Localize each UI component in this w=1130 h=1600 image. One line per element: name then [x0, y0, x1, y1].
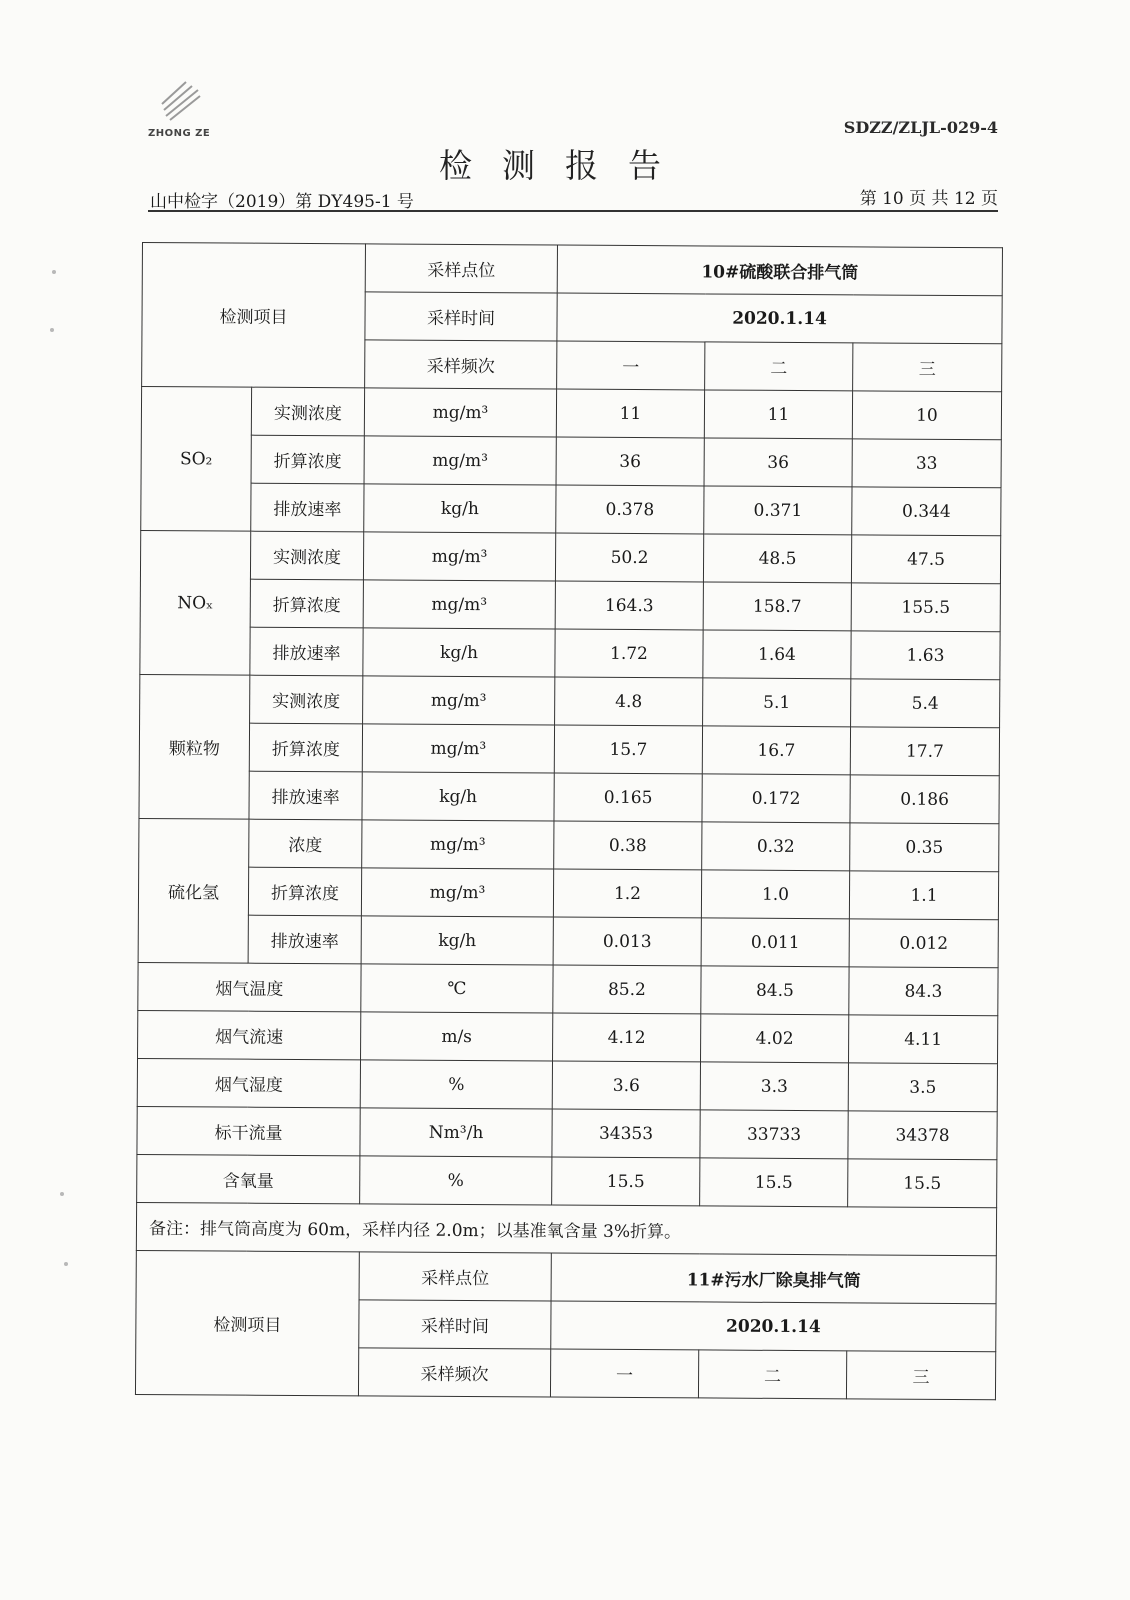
- table-row: [142, 243, 1002, 296]
- value-cell: 0.012: [849, 919, 998, 968]
- table-row: [138, 962, 998, 1015]
- value-cell: 11: [556, 389, 704, 438]
- item-cell: 排放速率: [251, 483, 364, 532]
- value-cell: 47.5: [851, 535, 1000, 584]
- item-cell: 折算浓度: [250, 579, 363, 628]
- company-logo: [148, 78, 211, 144]
- value-cell: 0.38: [554, 821, 702, 870]
- value-cell: 4.02: [701, 1014, 849, 1063]
- logo-text: ZHONG ZE: [148, 128, 211, 139]
- value-cell: 36: [556, 437, 704, 486]
- value-cell: 0.186: [850, 775, 999, 824]
- scan-speck: [64, 1262, 68, 1266]
- unit-cell: kg/h: [363, 628, 555, 677]
- value-cell: 50.2: [555, 533, 703, 582]
- value-cell: 16.7: [702, 726, 850, 775]
- item-cell: 实测浓度: [250, 531, 363, 580]
- scan-speck: [52, 270, 56, 274]
- value-cell: 1.0: [701, 870, 849, 919]
- value-cell: 0.378: [556, 485, 704, 534]
- sampling-time: 2020.1.14: [557, 293, 1002, 344]
- value-cell: 158.7: [703, 582, 851, 631]
- sampling-time: 2020.1.14: [551, 1301, 996, 1352]
- table-row: [138, 866, 998, 919]
- value-cell: 48.5: [703, 534, 851, 583]
- value-cell: 33: [852, 439, 1001, 488]
- unit-cell: %: [360, 1060, 552, 1109]
- pollutant-name: NOₓ: [140, 530, 251, 675]
- freq-cell: 二: [705, 342, 853, 391]
- item-cell: 烟气湿度: [137, 1058, 360, 1107]
- value-cell: 84.5: [701, 966, 849, 1015]
- value-cell: 15.5: [552, 1157, 700, 1206]
- report-number: 山中检字（2019）第 DY495-1 号: [150, 192, 414, 212]
- freq-cell: 一: [550, 1349, 698, 1398]
- item-cell: 折算浓度: [249, 723, 362, 772]
- table-row: [140, 674, 1000, 727]
- pollutant-name: SO₂: [141, 387, 252, 532]
- value-cell: 34378: [848, 1111, 997, 1160]
- freq-cell: 三: [853, 343, 1002, 392]
- table-row: [139, 818, 999, 871]
- item-cell: 烟气流速: [138, 1010, 361, 1059]
- table-row: [139, 770, 999, 823]
- value-cell: 1.2: [553, 869, 701, 918]
- value-cell: 4.12: [553, 1013, 701, 1062]
- value-cell: 84.3: [849, 967, 998, 1016]
- value-cell: 0.32: [702, 822, 850, 871]
- scan-speck: [60, 1192, 64, 1196]
- unit-cell: mg/m³: [363, 580, 555, 629]
- unit-cell: mg/m³: [364, 436, 556, 485]
- item-cell: 标干流量: [137, 1106, 360, 1155]
- unit-cell: ℃: [361, 964, 553, 1013]
- document-code: SDZZ/ZLJL-029-4: [843, 118, 998, 137]
- freq-cell: 一: [557, 341, 705, 390]
- value-cell: 15.5: [848, 1159, 997, 1208]
- table-row: [137, 1058, 997, 1111]
- value-cell: 34353: [552, 1109, 700, 1158]
- sampling-point: 11#污水厂除臭排气筒: [551, 1253, 996, 1304]
- table-row: [139, 722, 999, 775]
- pollutant-name: 颗粒物: [139, 674, 250, 819]
- value-cell: 3.3: [700, 1062, 848, 1111]
- unit-cell: kg/h: [364, 484, 556, 533]
- time-label: 采样时间: [359, 1300, 551, 1349]
- sampling-point: 10#硫酸联合排气筒: [557, 245, 1002, 296]
- remarks-note: 备注：排气筒高度为 60m，采样内径 2.0m；以基准氧含量 3%折算。: [136, 1202, 996, 1255]
- table-row: [141, 482, 1001, 535]
- item-cell: 排放速率: [248, 915, 361, 964]
- unit-cell: mg/m³: [362, 724, 554, 773]
- item-cell: 含氧量: [137, 1154, 360, 1203]
- value-cell: 1.63: [851, 631, 1000, 680]
- table-row: [136, 1250, 996, 1303]
- point-label: 采样点位: [359, 1252, 551, 1301]
- value-cell: 15.7: [554, 725, 702, 774]
- item-cell: 烟气温度: [138, 962, 361, 1011]
- unit-cell: %: [360, 1156, 552, 1205]
- value-cell: 0.344: [852, 487, 1001, 536]
- time-label: 采样时间: [365, 292, 557, 341]
- table-row: [140, 626, 1000, 679]
- unit-cell: kg/h: [362, 772, 554, 821]
- unit-cell: Nm³/h: [360, 1108, 552, 1157]
- group-header-cell: 检测项目: [142, 243, 366, 388]
- item-cell: 折算浓度: [251, 435, 364, 484]
- group-header-cell: 检测项目: [135, 1250, 359, 1395]
- unit-cell: m/s: [361, 1012, 553, 1061]
- value-cell: 0.371: [704, 486, 852, 535]
- value-cell: 1.1: [849, 871, 998, 920]
- pollutant-name: 硫化氢: [138, 818, 249, 963]
- value-cell: 33733: [700, 1110, 848, 1159]
- value-cell: 5.1: [703, 678, 851, 727]
- table-row: [140, 530, 1000, 583]
- value-cell: 0.165: [554, 773, 702, 822]
- item-cell: 浓度: [249, 819, 362, 868]
- value-cell: 10: [852, 391, 1001, 440]
- unit-cell: kg/h: [361, 916, 553, 965]
- value-cell: 0.172: [702, 774, 850, 823]
- logo-stripes-icon: [156, 78, 204, 126]
- value-cell: 3.6: [552, 1061, 700, 1110]
- freq-cell: 三: [846, 1351, 995, 1400]
- freq-label: 采样频次: [365, 340, 557, 389]
- table-row: [137, 1106, 997, 1159]
- table-row: [138, 914, 998, 967]
- page-indicator: 第 10 页 共 12 页: [859, 189, 998, 209]
- unit-cell: mg/m³: [362, 820, 554, 869]
- value-cell: 4.8: [555, 677, 703, 726]
- table-row: [136, 1202, 996, 1255]
- value-cell: 4.11: [848, 1015, 997, 1064]
- value-cell: 0.013: [553, 917, 701, 966]
- value-cell: 1.72: [555, 629, 703, 678]
- unit-cell: mg/m³: [361, 868, 553, 917]
- value-cell: 3.5: [848, 1063, 997, 1112]
- results-table: [135, 242, 1003, 1400]
- table-row: [138, 1010, 998, 1063]
- unit-cell: mg/m³: [364, 388, 556, 437]
- value-cell: 0.011: [701, 918, 849, 967]
- freq-label: 采样频次: [358, 1348, 550, 1397]
- item-cell: 实测浓度: [250, 675, 363, 724]
- value-cell: 5.4: [851, 679, 1000, 728]
- table-row: [137, 1154, 997, 1207]
- value-cell: 164.3: [555, 581, 703, 630]
- value-cell: 17.7: [850, 727, 999, 776]
- value-cell: 155.5: [851, 583, 1000, 632]
- table-row: [140, 578, 1000, 631]
- value-cell: 11: [704, 390, 852, 439]
- value-cell: 36: [704, 438, 852, 487]
- item-cell: 排放速率: [250, 627, 363, 676]
- item-cell: 折算浓度: [248, 867, 361, 916]
- unit-cell: mg/m³: [363, 676, 555, 725]
- point-label: 采样点位: [365, 244, 557, 293]
- unit-cell: mg/m³: [363, 532, 555, 581]
- item-cell: 排放速率: [249, 771, 362, 820]
- freq-cell: 二: [698, 1350, 846, 1399]
- header-rule: [148, 210, 998, 212]
- value-cell: 85.2: [553, 965, 701, 1014]
- scan-speck: [50, 328, 54, 332]
- item-cell: 实测浓度: [251, 387, 364, 436]
- table-row: [141, 387, 1001, 440]
- value-cell: 1.64: [703, 630, 851, 679]
- value-cell: 0.35: [850, 823, 999, 872]
- value-cell: 15.5: [700, 1158, 848, 1207]
- table-row: [141, 434, 1001, 487]
- report-title: 检测报告: [439, 146, 691, 185]
